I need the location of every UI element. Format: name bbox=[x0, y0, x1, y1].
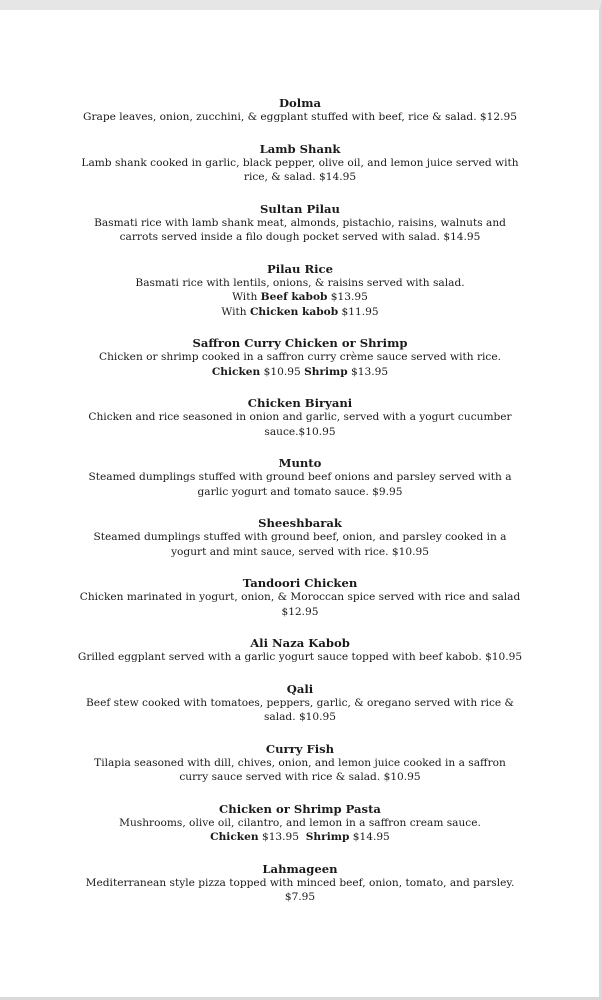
item-name: Curry Fish bbox=[265, 741, 335, 756]
item-description: Steamed dumplings stuffed with ground beef onions and parsley served with a bbox=[88, 471, 512, 483]
option-price: $13.95 bbox=[330, 291, 368, 303]
item-description: Chicken marinated in yogurt, onion, & Moroccan spice served with rice and salad bbox=[79, 591, 521, 603]
item-description: carrots served inside a filo dough pocket served with salad. $14.95 bbox=[119, 231, 481, 243]
option-prefix: With bbox=[232, 291, 258, 303]
item-description: $7.95 bbox=[284, 891, 316, 903]
item-description: Grape leaves, onion, zucchini, & eggplant stuffed with beef, rice & salad. $12.95 bbox=[83, 111, 517, 123]
menu-item-curry-fish bbox=[40, 742, 560, 785]
option-name: Shrimp bbox=[305, 831, 350, 843]
item-name: Munto bbox=[278, 456, 322, 470]
menu-item-lamb-shank bbox=[40, 142, 560, 185]
option-name: Chicken bbox=[210, 831, 259, 843]
option-price: $13.95 bbox=[351, 365, 389, 378]
item-name: Lamb Shank bbox=[259, 141, 341, 156]
item-description: curry sauce served with rice & salad. $10.95 bbox=[179, 771, 421, 783]
menu-item-sultan-pilau bbox=[40, 202, 560, 245]
menu-item-munto bbox=[40, 456, 560, 499]
item-description: Grilled eggplant served with a garlic yogurt sauce topped with beef kabob. $10.95 bbox=[77, 651, 523, 663]
item-name: Sultan Pilau bbox=[259, 201, 340, 216]
item-description: salad. $10.95 bbox=[263, 711, 337, 723]
menu-item-chicken-biryani bbox=[40, 396, 560, 439]
menu-item-qali bbox=[40, 682, 560, 725]
item-description: rice, & salad. $14.95 bbox=[243, 171, 357, 183]
item-name: Lahmageen bbox=[262, 861, 338, 876]
item-description: Chicken and rice seasoned in onion and garlic, served with a yogurt cucumber bbox=[88, 411, 512, 423]
item-options bbox=[40, 365, 560, 380]
option-price: $13.95 bbox=[261, 831, 300, 843]
item-description: Mushrooms, olive oil, cilantro, and lemon in a saffron cream sauce. bbox=[119, 816, 481, 829]
option-name: Chicken kabob bbox=[249, 305, 339, 318]
menu-item-sheeshbarak bbox=[40, 516, 560, 559]
item-name: Ali Naza Kabob bbox=[250, 636, 350, 650]
item-description: $12.95 bbox=[281, 605, 319, 618]
item-description: Basmati rice with lentils, onions, & raisins served with salad. bbox=[135, 276, 465, 289]
item-option-chicken bbox=[40, 305, 560, 320]
item-name: Dolma bbox=[279, 96, 321, 110]
item-description: Lamb shank cooked in garlic, black pepper, olive oil, and lemon juice served with bbox=[81, 156, 519, 169]
menu-list bbox=[40, 96, 560, 922]
option-name: Shrimp bbox=[304, 365, 348, 378]
option-prefix: With bbox=[221, 305, 247, 318]
item-description: Tilapia seasoned with dill, chives, onion, and lemon juice cooked in a saffron bbox=[94, 756, 506, 769]
item-description: Mediterranean style pizza topped with minced beef, onion, tomato, and parsley. bbox=[85, 876, 515, 889]
option-name: Beef kabob bbox=[260, 291, 328, 303]
item-name: Saffron Curry Chicken or Shrimp bbox=[192, 336, 408, 350]
option-name: Chicken bbox=[211, 365, 261, 378]
item-description: garlic yogurt and tomato sauce. $9.95 bbox=[197, 485, 403, 498]
option-price: $14.95 bbox=[352, 831, 390, 843]
menu-item-saffron-curry bbox=[40, 336, 560, 379]
menu-item-chicken-shrimp-pasta bbox=[40, 802, 560, 845]
item-description: Beef stew cooked with tomatoes, peppers, garlic, & oregano served with rice & bbox=[86, 696, 514, 709]
menu-item-lahmageen bbox=[40, 862, 560, 905]
menu-item-dolma bbox=[40, 96, 560, 125]
item-name: Chicken Biryani bbox=[247, 396, 353, 410]
item-name: Qali bbox=[286, 681, 314, 696]
menu-item-ali-naza-kabob bbox=[40, 636, 560, 665]
menu-item-pilau-rice bbox=[40, 262, 560, 320]
item-name: Pilau Rice bbox=[267, 261, 333, 276]
item-description: Steamed dumplings stuffed with ground beef, onion, and parsley cooked in a bbox=[93, 531, 507, 543]
item-name: Chicken or Shrimp Pasta bbox=[219, 801, 381, 816]
item-options bbox=[40, 830, 560, 845]
item-description: sauce.$10.95 bbox=[264, 425, 336, 438]
menu-item-tandoori-chicken bbox=[40, 576, 560, 619]
item-description: Chicken or shrimp cooked in a saffron curry crème sauce served with rice. bbox=[99, 351, 501, 363]
option-price: $10.95 bbox=[263, 365, 301, 378]
item-description: Basmati rice with lamb shank meat, almonds, pistachio, raisins, walnuts and bbox=[94, 216, 506, 229]
item-name: Sheeshbarak bbox=[258, 516, 342, 530]
item-name: Tandoori Chicken bbox=[242, 576, 358, 590]
item-description: yogurt and mint sauce, served with rice. $10.95 bbox=[171, 545, 429, 558]
option-price: $11.95 bbox=[341, 305, 379, 318]
item-option-beef bbox=[40, 290, 560, 305]
